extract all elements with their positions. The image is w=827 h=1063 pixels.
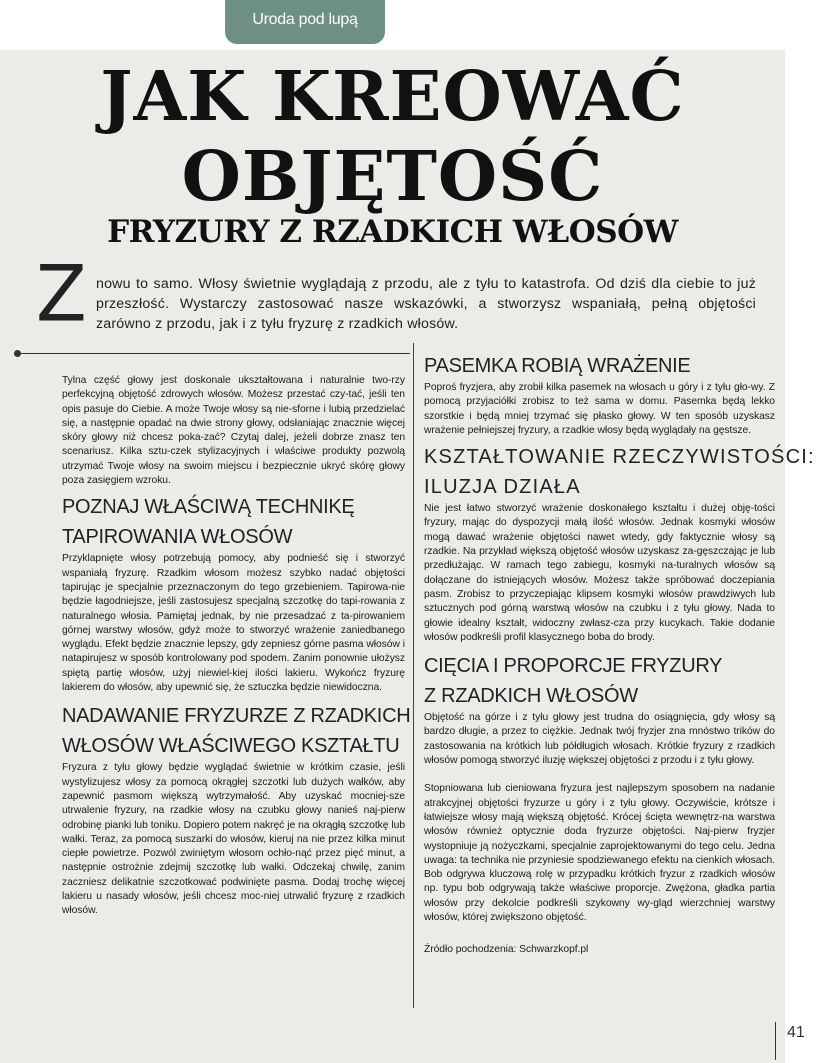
section-divider [20,353,410,354]
illusion-paragraph: Nie jest łatwo stworzyć wrażenie doskonałego kształtu i dużej obję-tości fryzury, mając do dyspozycji małą ilość włosów. Jednak kosmyki włosów mogą dawać wrażenie objętości nawet wtedy, gdy faktycznie włosy są rzadkie. Na przykład większą objętość włosów uzyskasz za-gęszczając je lub przedłużając. W ramach tego zabiegu, kosmyki na-turalnych włosów są dołączane do istniejących włosów. Możesz także spróbować doczepiania pasm. Zrobisz to przyczepiając klipsem kosmyki włosów prawdziwych lub sztucznych pod górną warstwą włosów na czubku i z tyłu głowy. Nada to głowie idealny kształt, widoczny zwłasz-cza przy kucykach. Takie dodanie włosów podkreśli profil klasycznego boba do brody. [424,503,775,643]
shape-paragraph: Fryzura z tyłu głowy będzie wyglądać świetnie w krótkim czasie, jeśli wystylizujesz włosy za pomocą okrągłej szczotki lub dużych wałków, aby zapewnić pasmom większą wytrzymałość. Aby uzyskać mocniej-sze utrwalenie fryzury, na rzadkie włosy na czubku głowy nanieś naj-pierw odrobinę pianki lub toniku. Dopiero potem nakręć je na okrągłą szczotkę lub wałki. Teraz, za pomocą suszarki do włosów, kieruj na nie przez kilka minut ciepłe powietrze. Pozwól zwiniętym włosom ochło-nąć przez pięć minut, a następnie ostrożnie zdejmij szczotkę lub wałki. Odczekaj chwilę, zanim zaczniesz delikatnie szczotkować podwinięte pasma. Dodaj trochę więcej lakieru u nasady włosów, jeśli chcesz moc-niej utrwalić fryzurę z rzadkich włosów. [62,762,405,917]
highlights-paragraph: Poproś fryzjera, aby zrobił kilka pasemek na włosach u góry i z tyłu gło-wy. Z pomocą przyjaciółki zrobisz to też sama w domu. Pasemka będą lekko szorstkie i będą mniej trzymać się płasko głowy. W ten sposób uzyskasz wrażenie pełniejszej fryzury, a rzadkie włosy będą wyglądały na gęstsze. [424,382,775,436]
right-column [424,351,815,958]
title-line-1: JAK KREOWAĆ [100,57,685,137]
title-line-2: OBJĘTOŚĆ [181,137,604,217]
heading-shape-line-2: WŁOSÓW WŁAŚCIWEGO KSZTAŁTU [62,735,400,758]
heading-illusion-line-2: ILUZJA DZIAŁA [424,476,581,499]
subtitle: FRYZURY Z RZADKICH WŁOSÓW [107,214,678,250]
cuts-paragraph-2: Stopniowana lub cieniowana fryzura jest najlepszym sposobem na nadanie atrakcyjnej objętości fryzurze u góry i z tyłu głowy. Oczywiście, krótsze i łatwiejsze włosy mają większą objętość. Krócej ścięta wewnętrz-na warstwa włosów również optycznie doda fryzurze objętości. Naj-pierw fryzjer wystopniuje ją nożyczkami, specjalnie zaprojektowanymi do tego celu. Jedna uwaga: ta technika nie przyniesie spodziewanego efektu na cienkich włosach. Bob odgrywa kluczową rolę w przypadku krótkich fryzur z rzadkich włosów np. typu bob odgrywają także właściwe proporcje. Zwężona, gładka partia włosów przy dekolcie podkreśli szykowny wy-gląd wierzchniej warstwy włosów, której zwiększono objętość. [424,783,775,924]
technique-paragraph: Przyklapnięte włosy potrzebują pomocy, aby podnieść się i stworzyć wspaniałą fryzurę. Rzadkim włosom możesz szybko nadać objętości tapirując je specjalnie przeznaczonym do tego grzebieniem. Tapirowa-nie będzie łagodniejsze, jeśli zastosujesz specjalną szczotkę do tapi-rowania z naturalnego włosia. Pamiętaj jednak, by nie przesadzać z ta-pirowaniem górnej warstwy włosów, gdyż może to stworzyć wrażenie zaniedbanego wyglądu. Efekt będzie znacznie lepszy, gdy zepniesz górne pasma włosów i natapirujesz w sposób kontrolowany pod spodem. Zanim ponownie ułożysz spiętą partię włosów, użyj niewiel-kiej ilości lakieru. Wykończ fryzurę lakierem do włosów, aby upewnić się, że sztuczka będzie niewidoczna. [62,553,405,694]
lead-paragraph: nowu to samo. Włosy świetnie wyglądają z przodu, ale z tyłu to katastrofa. Od dziś dla ciebie to już przeszłość. Wystarczy zastosować nasze wskazówki, a stworzysz wspaniałą, pełną objętości zarówno z przodu, jak i z tyłu fryzurę z rzadkich włosów. [96,276,756,332]
left-column [62,374,411,919]
page-number-bar [775,1022,776,1060]
section-tab: Uroda pod lupą [225,0,385,44]
heading-technique-line-1: POZNAJ WŁAŚCIWĄ TECHNIKĘ [62,496,355,519]
source-credit: Źródło pochodzenia: Schwarzkopf.pl [424,944,589,956]
intro-paragraph: Tylna część głowy jest doskonale ukształtowana i naturalnie two-rzy perfekcyjną objętość zdrowych włosów. Możesz przestać czy-tać, jeśli ten opis pasuje do Ciebie. A może Twoje włosy są nie-sforne i lubią przedzielać się, a następnie opadać na dwie strony głowy, odsłaniając znacznie więcej skóry głowy niż chcesz poka-zać? Czytaj dalej, jeżeli dobrze znasz ten scenariusz. Kilka sztu-czek stylizacyjnych i właściwe produkty pozwolą utrzymać Twoje włosy na swoim miejscu i bezpiecznie ukryć skórę głowy poza zasięgiem wzroku. [62,375,405,487]
column-divider [413,343,414,1008]
heading-highlights: PASEMKA ROBIĄ WRAŻENIE [424,355,691,377]
heading-technique-line-2: TAPIROWANIA WŁOSÓW [62,526,293,549]
cuts-paragraph-1: Objętość na górze i z tyłu głowy jest trudna do osiągnięcia, gdy włosy są bardzo długie, a przez to ciężkie. Jednak twój fryzjer zna mnóstwo trików do zastosowania na krótkich lub półdługich włosach. Krótkie fryzury z rzadkich włosów pomogą stworzyć iluzję większej objętości z przodu i z tyłu głowy. [424,712,775,767]
page-number: 41 [787,1024,805,1041]
heading-shape-line-1: NADAWANIE FRYZURZE Z RZADKICH [62,705,411,728]
heading-cuts-line-2: Z RZADKICH WŁOSÓW [424,685,638,708]
page-top-margin [0,0,827,50]
heading-cuts-line-1: CIĘCIA I PROPORCJE FRYZURY [424,655,723,678]
heading-illusion-line-1: KSZTAŁTOWANIE RZECZYWISTOŚCI: [424,446,815,469]
drop-cap: Z [36,248,87,340]
